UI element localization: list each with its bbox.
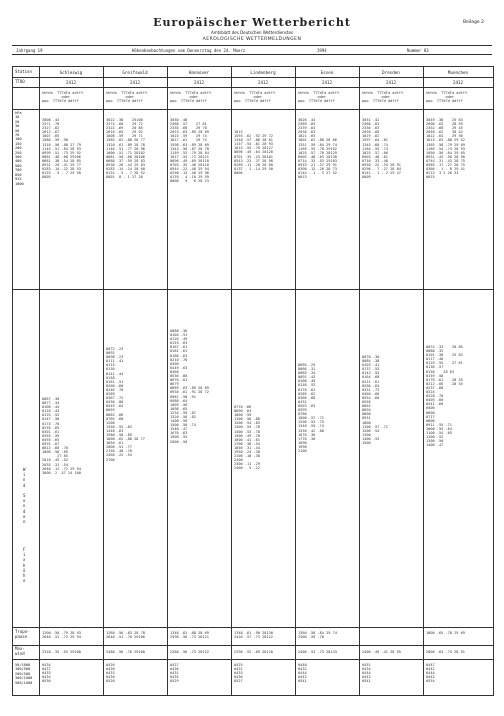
station-name-greifswald: Greifswald bbox=[122, 70, 148, 75]
thickness-schleswig: 0434 0437 0433 0434 0530 bbox=[42, 663, 51, 684]
pressure-level: hPa bbox=[15, 111, 22, 115]
station-name-hannover: Hannover bbox=[188, 70, 210, 75]
pressure-level: 30 bbox=[15, 124, 20, 129]
thickness-level: 500/1000 bbox=[15, 680, 33, 685]
pressure-level: 700 bbox=[15, 168, 22, 173]
station-name-schleswig: Schleswig bbox=[59, 70, 83, 75]
station-code-muenchen: 2412 bbox=[452, 80, 464, 85]
column-header-greifswald: hhhhh TTTdTd ddfff oder ppp TTTdTd ddfff bbox=[106, 91, 148, 104]
station-code-greifswald: 2412 bbox=[129, 80, 141, 85]
station-code-essen: 2412 bbox=[321, 80, 333, 85]
lower-data-dresden: 0070 -30 0084 -38 0103 -41 0137 -53 0143 -55 0164 -60 0221 -61 0266 -64 0331 -72 0460 -66 0554 -60 0556 0662 0694 0800 0931 1000 1100 -57 -71 1200 -54 1300 1400 -53 1500 bbox=[362, 355, 388, 445]
pressure-level: 20 bbox=[15, 119, 20, 124]
thickness-muenchen: 0447 0442 0444 0443 0554 bbox=[426, 663, 435, 684]
column-header-lindenberg: hhhhh TTTdTd ddfff oder ppp TTTdTd ddfff bbox=[234, 91, 276, 104]
side-label-wind: W i n d S o n d e n bbox=[23, 467, 26, 525]
thickness-level: 50/1000 bbox=[15, 663, 31, 667]
upper-data-dresden: 3031 -42 2586 -63 2336 -63 2026 -60 1819 -62 1597 -64 -81 1345 -60 -74 1164 -55 -74 1025 -57 -66 0903 -48 -61 0710 -33 -46 0550 -22 -33 28 91 0296 - 7 -27 28 84 0141 - 1 - 2 29 47 0009 bbox=[362, 118, 401, 180]
thickness-level: 300/1000 bbox=[15, 676, 33, 681]
pressure-level: 10 bbox=[15, 115, 20, 120]
station-name-dresden: Dresden bbox=[382, 70, 400, 75]
tropopause-label: Tropo- pause bbox=[15, 629, 30, 639]
pressure-level: 300 bbox=[15, 155, 22, 160]
tropopause-muenchen: 1800 -65 -78 29 69 bbox=[426, 631, 465, 635]
maxwind-schleswig: 2310 -35 -55 29108 bbox=[42, 650, 81, 654]
thickness-level: 200/500 bbox=[15, 671, 31, 676]
thickness-dresden: 0451 0434 0444 0443 0541 bbox=[362, 663, 371, 684]
upper-data-muenchen: 3049 -38 25 83 2600 -63 28 59 2352 -68 29 45 2040 -62 30 42 1822 -64 29 56 1813 -63 -88 29 52 1365 -58 -79 29 69 1189 -54 -74 28 93 1050 -56 -64 29 65 0931 -45 -58 28 90 0744 -31 -43 28 75 0585 -17 -27 28 75 0366 - 1 - 8 29 41 0212 3 2 26 33 0015 bbox=[426, 118, 465, 180]
maxwind-hannover: 2280 -56 -73 28122 bbox=[170, 650, 209, 654]
tropopause-essen: 1360 -58 -84 29 74 2300 -59 -70 bbox=[298, 631, 337, 640]
maxwind-greifswald: 2480 -56 -76 29100 bbox=[106, 650, 145, 654]
maxwind-dresden: 2400 -49 -41 28 95 bbox=[362, 650, 401, 654]
column-header-schleswig: hhhhh TTTdTd ddfff oder ppp TTTdTd ddfff bbox=[42, 91, 84, 104]
maxwind-label: Max- wind bbox=[15, 646, 25, 656]
station-name-muenchen: Muenchen bbox=[447, 70, 469, 75]
tropopause-greifswald: 1280 -56 -83 28 78 2640 -51 -70 29106 bbox=[106, 631, 145, 640]
pressure-level: 500 bbox=[15, 163, 22, 168]
station-code-hannover: 2412 bbox=[193, 80, 205, 85]
maxwind-essen: 2400 -53 -73 28133 bbox=[298, 650, 337, 654]
section-subtitle: AEROLOGISCHE WETTERMELDUNGEN bbox=[202, 37, 302, 42]
station-code-schleswig: 2412 bbox=[65, 80, 77, 85]
maxwind-muenchen: 2000 -64 -74 28 91 bbox=[426, 650, 465, 654]
column-header-essen: hhhhh TTTdTd ddfff oder ppp TTTdTd ddfff bbox=[298, 91, 340, 104]
thickness-level: 100/500 bbox=[15, 667, 31, 672]
pressure-levels bbox=[15, 111, 24, 186]
upper-data-essen: 3026 -44 2589 -65 2339 -64 2030 -63 1821 -65 1602 -62 -88 28 66 1351 -59 -84 29 74 1169 -55 -78 29102 1025 -57 -70 28129 0905 -48 -63 28130 0714 -33 -53 29103 0553 -21 -37 29 91 0300 -12 -26 28 73 0144 - 1 - 3 27 52 0013 bbox=[298, 118, 337, 180]
upper-data-schleswig: 3008 -44 2571 -70 2327 -62 2012 -67 1807 -65 1580 -59 -90 1310 -56 -88 27 79 1145 -51 -84 28 93 0999 -51 -73 29 92 0881 -48 -68 29106 0681 -38 -54 28 85 0531 -29 -41 29 77 0283 -14 -22 28 53 0133 - 5 - 7 29 50 0005 bbox=[42, 118, 81, 180]
pressure-level: 925 bbox=[15, 177, 22, 182]
thickness-greifswald: 0426 0430 0433 0430 0528 bbox=[106, 663, 115, 684]
pressure-level: 70 bbox=[15, 133, 20, 138]
tropopause-schleswig: 1200 -58 -79 28 93 2640 -51 -72 29 94 bbox=[42, 631, 81, 640]
column-header-muenchen: hhhhh TTTdTd ddfff oder ppp TTTdTd ddfff bbox=[426, 91, 468, 104]
station-code-dresden: 2412 bbox=[385, 80, 397, 85]
beilage-label: Beilage 2 bbox=[462, 20, 484, 25]
observation-info: Höhenbeobachtungen vom Donnerstag den 24. Maerz bbox=[132, 47, 246, 53]
column-header-hannover: hhhhh TTTdTd ddfff oder ppp TTTdTd ddfff bbox=[170, 91, 212, 104]
tropopause-hannover: 1348 -62 -88 28 69 2598 -56 -73 28121 bbox=[170, 631, 209, 640]
thickness-levels bbox=[15, 663, 32, 685]
pressure-level: 150 bbox=[15, 141, 22, 146]
side-label-fixhoehe: F i x h ö h e bbox=[23, 547, 26, 584]
thickness-lindenberg: 0425 0431 0433 0436 0527 bbox=[234, 663, 243, 684]
upper-data-hannover: 3030 -48 2588 -57 27 61 2335 -68 29 70 2023 -63 -89 28 69 1815 -59 29 74 1817 -61 29 74 1598 -63 -89 28 69 1343 -58 -87 28 78 1159 -53 -79 28 84 1017 -55 -72 28121 0896 -49 -69 28110 0703 -35 -46 28110 0544 -22 -40 29 94 0290 -13 -40 29 56 0139 - 4 -10 29 59 0008 9 0 28 23 bbox=[170, 118, 209, 184]
report-year: 1994 bbox=[317, 47, 327, 53]
station-label: Station bbox=[15, 69, 32, 74]
issue-header bbox=[12, 45, 492, 55]
jahrgang: Jahrgang 19 bbox=[16, 47, 43, 53]
pressure-level: 100 bbox=[15, 137, 22, 142]
thickness-essen: 0440 0432 0444 0443 0541 bbox=[298, 663, 307, 684]
report-number: Nummer 83 bbox=[407, 47, 429, 53]
column-header-dresden: hhhhh TTTdTd ddfff oder ppp TTTdTd ddfff bbox=[362, 91, 404, 104]
thickness-hannover: 0427 0436 0431 0435 0529 bbox=[170, 663, 179, 684]
station-name-essen: Essen bbox=[320, 70, 334, 75]
lower-data-schleswig: 0067 -30 0077 -34 0100 -44 0110 -43 0125 -52 0147 -58 0174 -70 0235 -65 0301 -61 0355 -59 0493 -65 0591 -67 0813 -60 -70 1000 -58 -69 27 85 2010 -45 -52 2035 -31 -54 2640 -12 -72 29 94 3000 2 -47 24 100 bbox=[42, 397, 81, 475]
lower-data-lindenberg: 0770 -66 0890 -64 1000 -59 1100 -56 -88 1200 -54 -83 1300 -55 -78 1400 -53 -78 1500 -49 -70 1600 -41 -61 1700 -38 -54 1850 -31 -44 1950 -24 -38 2100 -18 -38 2200 2300 -11 -29 2400 - 5 -22 bbox=[234, 405, 260, 471]
pressure-level: 850 bbox=[15, 172, 22, 177]
ttoo-label: TTOO bbox=[15, 79, 25, 84]
pressure-level: 1000 bbox=[15, 181, 24, 186]
maxwind-lindenberg: 2290 -52 -69 28120 bbox=[234, 650, 273, 654]
upper-data-lindenberg: 1815 1593 -62 -92 29 72 1340 -57 -88 28 81 1157 -54 -81 28 93 1015 -55 -70 28127 0896 -49 -64 28120 0701 -35 -43 28101 0543 -23 -37 28 98 0289 -11 -20 28 60 0137 - 1 -14 29 50 0006 bbox=[234, 130, 273, 175]
station-name-lindenberg: Lindenberg bbox=[250, 70, 276, 75]
station-code-lindenberg: 2412 bbox=[257, 80, 269, 85]
aerological-table bbox=[12, 66, 494, 696]
pressure-level: 400 bbox=[15, 159, 22, 164]
lower-data-essen: 0056 -25 0066 -31 0085 -34 0091 -43 0100 -49 0158 -53 0170 -62 0289 -62 0366 -68 0432 0503 -65 0599 0786 1000 -57 -71 1200 -53 -75 1340 -55 -74 1530 -42 -68 1670 -36 1770 -30 1890 1990 2100 bbox=[298, 363, 324, 453]
pressure-level: 50 bbox=[15, 128, 20, 133]
lower-data-greifswald: 0072 -23 0092 0098 -23 0111 -41 0115 0130 0141 -44 0158 0161 -51 0200 -60 0246 -70 0289 0367 -72 0436 -80 0549 -64 0603 0683 -66 0765 -68 1200 1350 -55 -83 1448 -63 1580 -58 -89 1600 -62 -88 28 77 1850 -61 2000 -51 -77 2150 -48 -70 2460 -22 -54 2700 bbox=[106, 347, 145, 462]
pressure-level: 200 bbox=[15, 146, 22, 151]
lower-data-hannover: 0088 -36 0104 -51 0120 -49 0153 -63 0167 -61 0181 -61 0186 -63 0210 -70 0300 0449 -63 0466 0536 -80 0670 -61 0679 0889 -63 -89 28 69 0938 -61 -91 28 72 0981 -58 -91 0988 -64 1009 -56 1098 -65 1234 -59 -87 1320 -56 -82 1400 -59 1500 -50 -74 1540 -47 1670 -63 1900 -55 2000 -50 bbox=[170, 329, 209, 444]
pressure-level: 250 bbox=[15, 150, 22, 155]
upper-data-greifswald: 3022 -38 25100 2574 -60 29 72 2322 -69 20 85 2016 -65 29 62 1808 -59 29 71 1585 -62 -88 28 77 1320 -61 -89 28 78 1146 -51 -77 28 96 1000 -51 -71 28102 0881 -50 -68 28106 0688 -37 -59 28 83 0530 -26 -44 29 83 0283 -14 -24 28 60 0132 - 5 - 7 28 52 0001 8 - 1 27 28 bbox=[106, 118, 145, 180]
tropopause-lindenberg: 1348 -61 -90 28130 2420 -57 -73 28122 bbox=[234, 631, 273, 640]
agency-subtitle: Amtsblatt des Deutschen Wetterdienstes bbox=[210, 30, 294, 35]
report-title: Europäischer Wetterbericht bbox=[153, 16, 351, 29]
lower-data-muenchen: 0074 -33 28 85 0088 -32 0101 -38 25 83 0117 -40 0125 -55 27 61 0136 -57 0156 28 63 0159 -58 0176 -61 28 55 0212 -66 28 55 0237 -68 0324 0328 -70 0405 -60 0441 -60 0500 0600 0717 0800 0911 -55 -71 1000 -55 -64 1100 -54 -65 1200 -52 1300 -50 1400 -47 bbox=[426, 345, 463, 448]
